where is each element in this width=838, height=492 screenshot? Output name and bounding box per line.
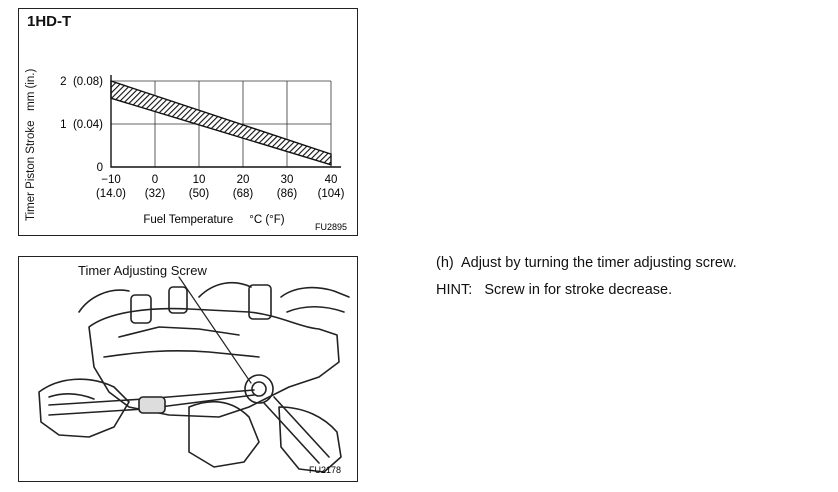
illustration-panel — [18, 256, 358, 482]
x-tick-sublabel: (86) — [276, 188, 298, 200]
x-tick-label: −10 — [101, 174, 121, 186]
chart-y-axis-label: Timer Piston Stroke mm (in.) — [25, 68, 37, 221]
x-tick-label: 20 — [236, 174, 250, 186]
injection-pump-illustration — [19, 257, 356, 480]
x-tick-sublabel: (68) — [232, 188, 254, 200]
x-tick-label: 10 — [192, 174, 206, 186]
y-tick-label: 1 (0.04) — [60, 119, 103, 131]
x-tick-label: 40 — [324, 174, 338, 186]
x-tick-sublabel: (104) — [317, 188, 345, 200]
x-tick-sublabel: (14.0) — [95, 188, 127, 200]
y-tick-label: 2 (0.08) — [60, 76, 103, 88]
chart-x-axis-label: Fuel Temperature °C (°F) — [143, 214, 285, 226]
x-tick-sublabel: (50) — [188, 188, 210, 200]
stroke-chart — [19, 9, 356, 234]
instruction-hint: HINT: Screw in for stroke decrease. — [436, 282, 673, 298]
x-tick-label: 0 — [151, 174, 159, 186]
chart-model-title: 1HD-T — [27, 13, 72, 30]
stroke-chart-panel — [18, 8, 358, 236]
instruction-step-h: (h) Adjust by turning the timer adjusting screw. — [436, 255, 737, 271]
y-tick-label: 0 — [96, 162, 103, 174]
x-tick-sublabel: (32) — [144, 188, 166, 200]
chart-figure-code: FU2895 — [314, 222, 347, 232]
timer-adjusting-screw-callout: Timer Adjusting Screw — [78, 263, 207, 278]
stroke-tolerance-band — [111, 81, 331, 165]
x-tick-label: 30 — [280, 174, 294, 186]
illustration-figure-code: FU2178 — [308, 465, 341, 475]
